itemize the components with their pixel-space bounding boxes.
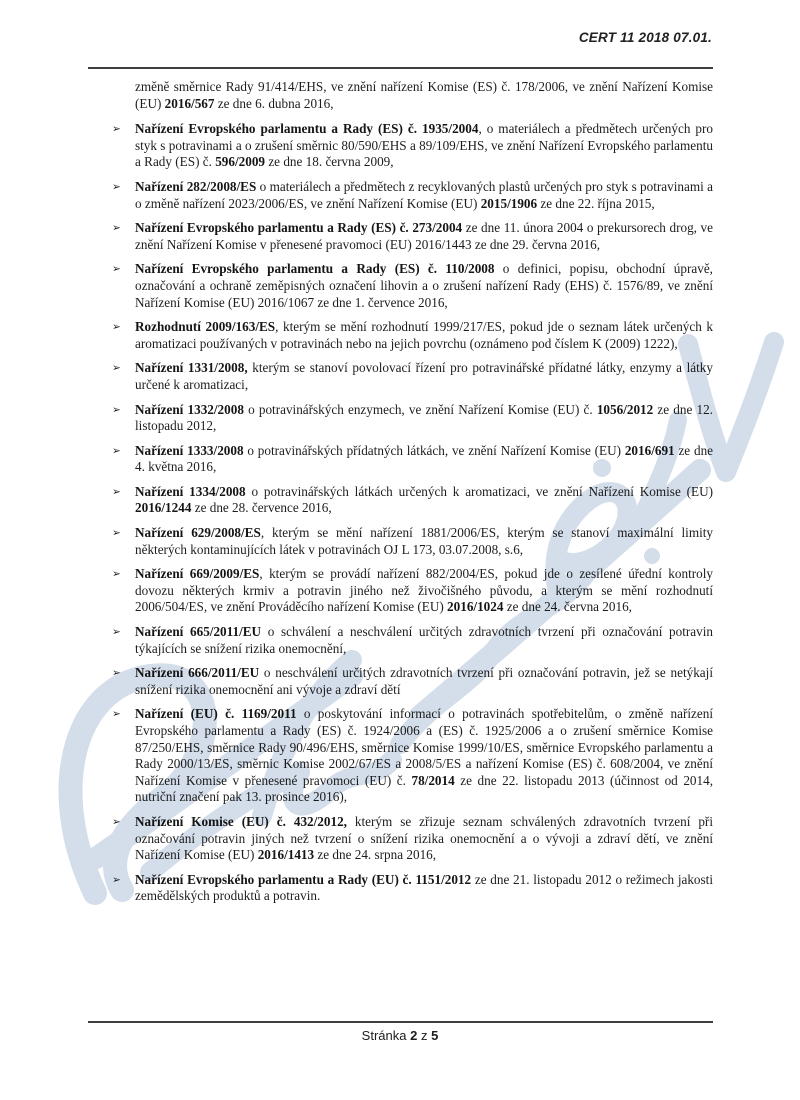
footer-separator: z bbox=[420, 1028, 428, 1043]
regulation-item bbox=[112, 261, 713, 311]
list-bullet-icon: ➢ bbox=[112, 180, 121, 193]
list-bullet-icon: ➢ bbox=[112, 626, 121, 639]
regulation-text: Nařízení 669/2009/ES, kterým se provádí nařízení 882/2004/ES, pokud jde o zesílené úřední kontroly dovozu některých krmiv a potravin jiného než živočišného původu, a kterým se mění rozhodnutí 2006/504/ES, ve znění Prováděcího nařízení Komise (EU) 2016/1024 ze dne 24. června 2016, bbox=[135, 566, 713, 615]
regulation-text: Nařízení 665/2011/EU o schválení a neschválení určitých zdravotních tvrzení při označování potravin týkajících se snížení rizika onemocnění, bbox=[135, 624, 713, 656]
regulation-item bbox=[112, 665, 713, 698]
regulation-list bbox=[112, 121, 713, 905]
regulation-item bbox=[112, 624, 713, 657]
list-bullet-icon: ➢ bbox=[112, 568, 121, 581]
regulation-item bbox=[112, 319, 713, 352]
footer-divider bbox=[88, 1021, 713, 1023]
regulation-item bbox=[112, 220, 713, 253]
regulation-text: Nařízení 1334/2008 o potravinářských látkách určených k aromatizaci, ve znění Nařízení Komise (EU) 2016/1244 ze dne 28. července 2016, bbox=[135, 483, 713, 516]
regulation-text: Nařízení 666/2011/EU o neschválení určitých zdravotních tvrzení při označování potravin, jež se netýkají snížení rizika onemocnění ani vývoje a zdraví dětí bbox=[135, 665, 713, 697]
regulation-text: Nařízení Evropského parlamentu a Rady (ES) č. 110/2008 o definici, popisu, obchodní úpravě, označování a ochraně zeměpisných označení lihovin a o zrušení nařízení Rady (EHS) č. 1576/89, ve znění Nařízení Komise (EU) 2016/1067 ze dne 1. července 2016, bbox=[135, 261, 713, 310]
regulation-item bbox=[112, 484, 713, 517]
list-bullet-icon: ➢ bbox=[112, 403, 121, 416]
list-bullet-icon: ➢ bbox=[112, 362, 121, 375]
regulation-text: Nařízení Komise (EU) č. 432/2012, kterým se zřizuje seznam schválených zdravotních tvrzení při označování potravin jiných než tvrzení o snížení rizika onemocnění a o vývoji a zdraví dětí, ve znění Nařízení Komise (EU) 2016/1413 ze dne 24. srpna 2016, bbox=[135, 813, 713, 863]
list-bullet-icon: ➢ bbox=[112, 815, 121, 828]
regulation-text: Nařízení (EU) č. 1169/2011 o poskytování informací o potravinách spotřebitelům, o změně nařízení Evropského parlamentu a Rady (ES) č. 1924/2006 a (ES) č. 1925/2006 a o zrušení směrnice Komise 87/250/EHS, směrnice Rady 90/496/EHS, směrnice Komise 1999/10/ES, směrnice Evropského parlamentu a Rady 2000/13/ES, směrnic Komise 2002/67/ES a 2008/5/ES a nařízení Komise (ES) č. 608/2004, ve znění Nařízení Komise v přenesené pravomoci (EU) č. 78/2014 ze dne 22. listopadu 2013 (účinnost od 2014, nutriční značení pak 13. prosince 2016), bbox=[135, 706, 713, 805]
document-code: CERT 11 2018 07.01. bbox=[578, 30, 712, 45]
regulation-text: Nařízení Evropského parlamentu a Rady (ES) č. 273/2004 ze dne 11. února 2004 o prekursorech drog, ve znění Nařízení Komise v přenesené pravomoci (EU) 2016/1443 ze dne 29. června 2016, bbox=[135, 220, 713, 252]
regulation-item bbox=[112, 402, 713, 435]
regulation-item bbox=[112, 360, 713, 393]
regulation-text: Nařízení 282/2008/ES o materiálech a předmětech z recyklovaných plastů určených pro styk s potravinami a o změně nařízení 2023/2006/ES, ve znění Nařízení Komise (EU) 2015/1906 ze dne 22. října 2015, bbox=[135, 178, 713, 211]
list-bullet-icon: ➢ bbox=[112, 444, 121, 457]
regulation-text: Nařízení Evropského parlamentu a Rady (ES) č. 1935/2004, o materiálech a předmětech určených pro styk s potravinami a o zrušení směrnic 80/590/EHS a 89/109/EHS, ve znění Nařízení Evropského parlamentu a Rady (ES) č. 596/2009 ze dne 18. června 2009, bbox=[135, 121, 713, 170]
list-bullet-icon: ➢ bbox=[112, 263, 121, 276]
footer-prefix: Stránka bbox=[361, 1028, 407, 1043]
regulation-item bbox=[112, 706, 713, 806]
regulation-item bbox=[112, 566, 713, 616]
regulation-text: Nařízení 1331/2008, kterým se stanoví povolovací řízení pro potravinářské přídatné látky, enzymy a látky určené k aromatizaci, bbox=[135, 360, 713, 392]
list-bullet-icon: ➢ bbox=[112, 123, 121, 136]
regulation-item bbox=[112, 121, 713, 171]
total-pages: 5 bbox=[431, 1028, 439, 1043]
list-bullet-icon: ➢ bbox=[112, 667, 121, 680]
intro-paragraph: změně směrnice Rady 91/414/EHS, ve znění nařízení Komise (ES) č. 178/2006, ve znění Nařízení Komise (EU) 2016/567 ze dne 6. dubna 2016, bbox=[135, 79, 713, 111]
page-footer bbox=[0, 1028, 800, 1043]
regulation-text: Nařízení 629/2008/ES, kterým se mění nařízení 1881/2006/ES, kterým se stanoví maximální limity některých kontaminujících látek v potravinách OJ L 173, 03.07.2008, s.6, bbox=[135, 525, 713, 557]
regulation-text: Nařízení Evropského parlamentu a Rady (EU) č. 1151/2012 ze dne 21. listopadu 2012 o režimech jakosti zemědělských produktů a potravin. bbox=[135, 871, 713, 904]
list-bullet-icon: ➢ bbox=[112, 873, 121, 886]
document-body bbox=[112, 79, 713, 913]
list-bullet-icon: ➢ bbox=[112, 485, 121, 498]
header-divider bbox=[88, 67, 713, 69]
list-bullet-icon: ➢ bbox=[112, 527, 121, 540]
regulation-item bbox=[112, 525, 713, 558]
list-bullet-icon: ➢ bbox=[112, 222, 121, 235]
regulation-item bbox=[112, 179, 713, 212]
regulation-text: Rozhodnutí 2009/163/ES, kterým se mění rozhodnutí 1999/217/ES, pokud jde o seznam látek určených k aromatizaci používaných v potravinách nebo na jejich povrchu (oznámeno pod číslem K (2009) 1222), bbox=[135, 319, 713, 351]
page-number: 2 bbox=[410, 1028, 418, 1043]
list-bullet-icon: ➢ bbox=[112, 321, 121, 334]
regulation-text: Nařízení 1332/2008 o potravinářských enzymech, ve znění Nařízení Komise (EU) č. 1056/2012 ze dne 12. listopadu 2012, bbox=[135, 401, 713, 434]
regulation-item bbox=[112, 814, 713, 864]
regulation-item bbox=[112, 443, 713, 476]
regulation-text: Nařízení 1333/2008 o potravinářských přídatných látkách, ve znění Nařízení Komise (EU) 2016/691 ze dne 4. května 2016, bbox=[135, 442, 714, 475]
regulation-item bbox=[112, 872, 713, 905]
list-bullet-icon: ➢ bbox=[112, 708, 121, 721]
